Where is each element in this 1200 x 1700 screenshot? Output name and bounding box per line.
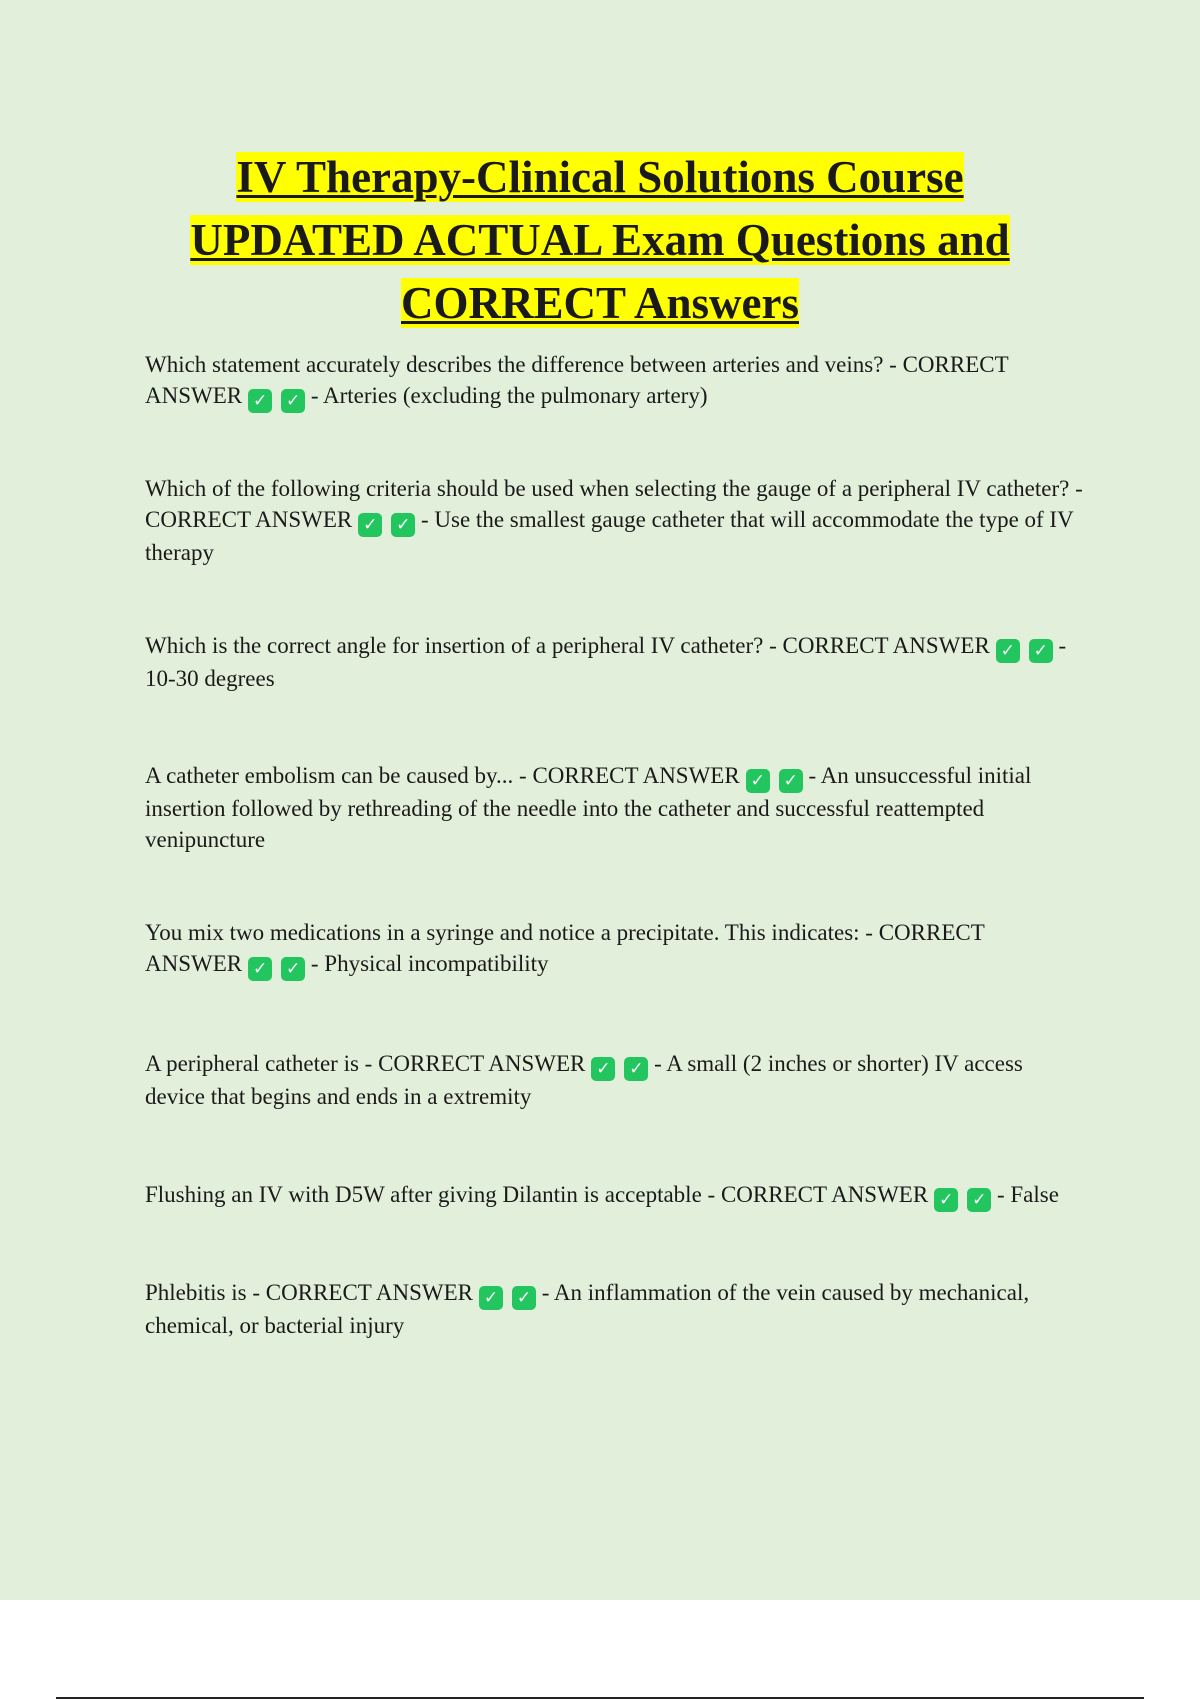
answer-text: - Arteries (excluding the pulmonary artery) [310,383,708,408]
check-mark-icon: ✓ [248,389,272,413]
title-line: CORRECT Answers [401,278,799,328]
title-line: UPDATED ACTUAL Exam Questions and [190,215,1010,265]
document-title [100,146,1100,335]
answer-text: - Use the smallest gauge catheter that will accommodate the type of IV therapy [145,507,1074,565]
question-text: A peripheral catheter is - CORRECT ANSWER [145,1051,586,1076]
answer-text: - An inflammation of the vein caused by mechanical, chemical, or bacterial injury [145,1280,1030,1338]
qa-list [145,349,1085,1341]
answer-text: - 10-30 degrees [145,633,1067,691]
qa-item [145,760,1085,855]
qa-item [145,630,1085,694]
qa-item [145,1048,1085,1112]
check-mark-icon: ✓ [1029,639,1053,663]
check-mark-icon: ✓ [281,957,305,981]
check-mark-icon: ✓ [624,1057,648,1081]
page-footer-rule [56,1697,1144,1699]
qa-item [145,473,1085,568]
question-text: A catheter embolism can be caused by... - CORRECT ANSWER [145,763,740,788]
answer-text: - Physical incompatibility [310,951,549,976]
question-text: Which statement accurately describes the difference between arteries and veins? - CORRECT ANSWER [145,352,1009,408]
check-mark-icon: ✓ [512,1286,536,1310]
check-mark-icon: ✓ [248,957,272,981]
qa-item [145,1277,1085,1341]
check-mark-icon: ✓ [479,1286,503,1310]
answer-text: - A small (2 inches or shorter) IV access device that begins and ends in a extremity [145,1051,1023,1109]
check-mark-icon: ✓ [996,639,1020,663]
check-mark-icon: ✓ [591,1057,615,1081]
qa-item [145,349,1085,413]
question-text: You mix two medications in a syringe and notice a precipitate. This indicates: - CORRECT ANSWER [145,920,985,976]
check-mark-icon: ✓ [967,1188,991,1212]
check-mark-icon: ✓ [358,513,382,537]
question-text: Which is the correct angle for insertion of a peripheral IV catheter? - CORRECT ANSWER [145,633,990,658]
qa-item [145,1179,1085,1212]
check-mark-icon: ✓ [281,389,305,413]
answer-text: - False [996,1182,1059,1207]
check-mark-icon: ✓ [779,769,803,793]
check-mark-icon: ✓ [391,513,415,537]
title-line: IV Therapy-Clinical Solutions Course [236,152,964,202]
check-mark-icon: ✓ [746,769,770,793]
question-text: Flushing an IV with D5W after giving Dilantin is acceptable - CORRECT ANSWER [145,1182,929,1207]
question-text: Which of the following criteria should be used when selecting the gauge of a peripheral IV catheter? - CORRECT ANSWER [145,476,1083,532]
question-text: Phlebitis is - CORRECT ANSWER [145,1280,474,1305]
check-mark-icon: ✓ [934,1188,958,1212]
answer-text: - An unsuccessful initial insertion followed by rethreading of the needle into the catheter and successful reattempted venipuncture [145,763,1032,852]
qa-item [145,917,1085,981]
